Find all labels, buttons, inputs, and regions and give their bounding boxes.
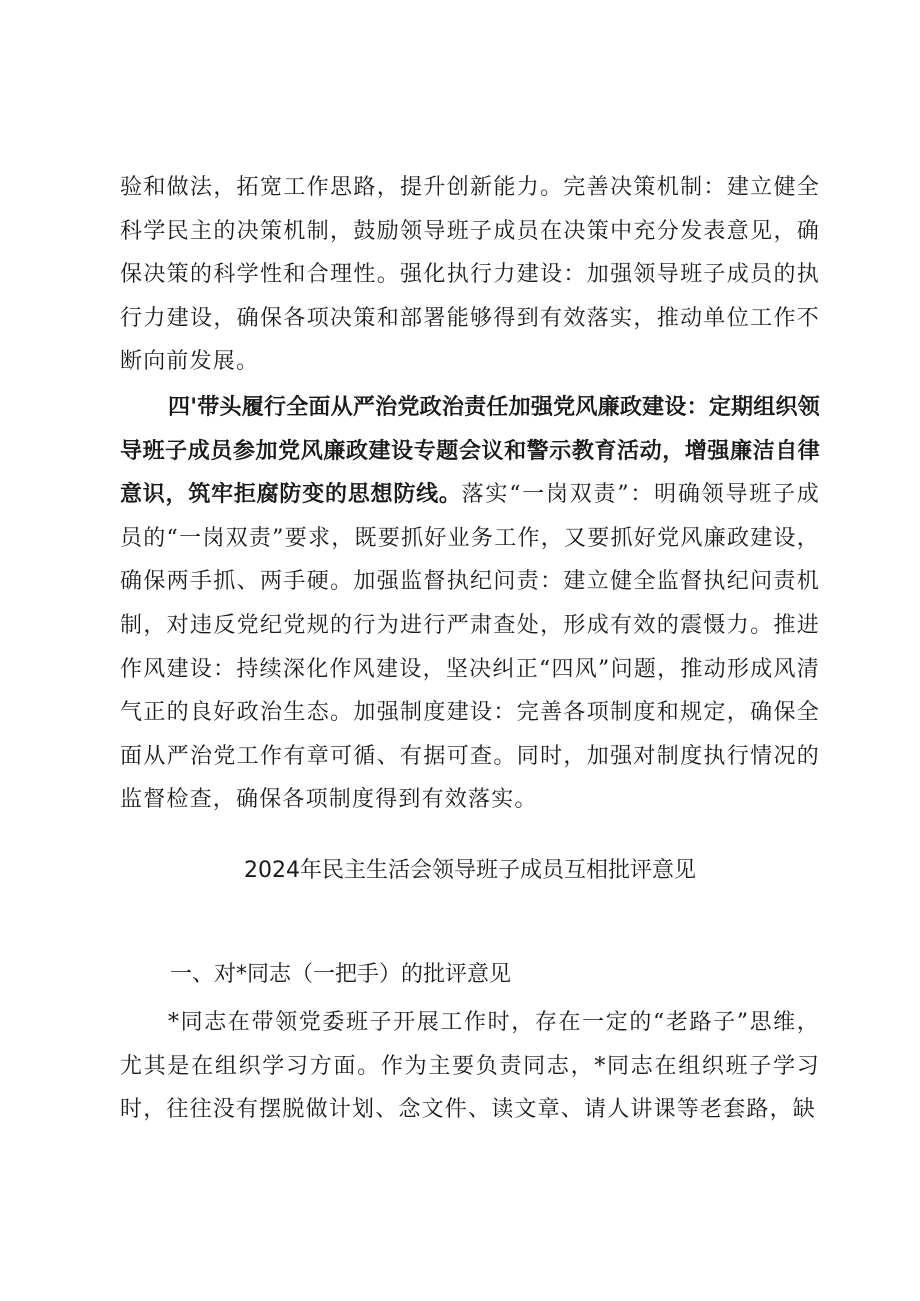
paragraph-continuation: 验和做法，拓宽工作思路，提升创新能力。完善决策机制：建立健全科学民主的决策机制，鼓励领导班子成员在决策中充分发表意见，确保决策的科学性和合理性。强化执行力建设：加强领导班子成员的执行力建设，确保各项决策和部署能够得到有效落实，推动单位工作不断向前发展。	[120, 175, 820, 375]
paragraph-four-lead: 四'带头履行全面从严治党政治责任加强党风廉政建设：定期组织领导班子成员参加党风廉政建设专题会议和警示教育活动，增强廉洁自律意识，筑牢拒腐防变的思想防线。	[120, 395, 820, 508]
paragraph-critique: *同志在带领党委班子开展工作时，存在一定的“老路子”思维，尤其是在组织学习方面。作为主要负责同志，*同志在组织班子学习时，往往没有摆脱做计划、念文件、读文章、请人讲课等老套路，缺	[120, 1010, 820, 1123]
paragraph-four	[120, 386, 820, 822]
section-title: 2024年民主生活会领导班子成员互相批评意见	[244, 858, 696, 883]
subheading-critique-one: 一、对*同志（一把手）的批评意见	[170, 962, 512, 987]
paragraph-four-body: 落实“一岗双责”：明确领导班子成员的“一岗双责”要求，既要抓好业务工作，又要抓好党风廉政建设，确保两手抓、两手硬。加强监督执纪问责：建立健全监督执纪问责机制，对违反党纪党规的行为进行严肃查处，形成有效的震慑力。推进作风建设：持续深化作风建设，坚决纠正“四风”问题，推动形成风清气正的良好政治生态。加强制度建设：完善各项制度和规定，确保全面从严治党工作有章可循、有据可查。同时，加强对制度执行情况的监督检查，确保各项制度得到有效落实。	[120, 482, 820, 813]
